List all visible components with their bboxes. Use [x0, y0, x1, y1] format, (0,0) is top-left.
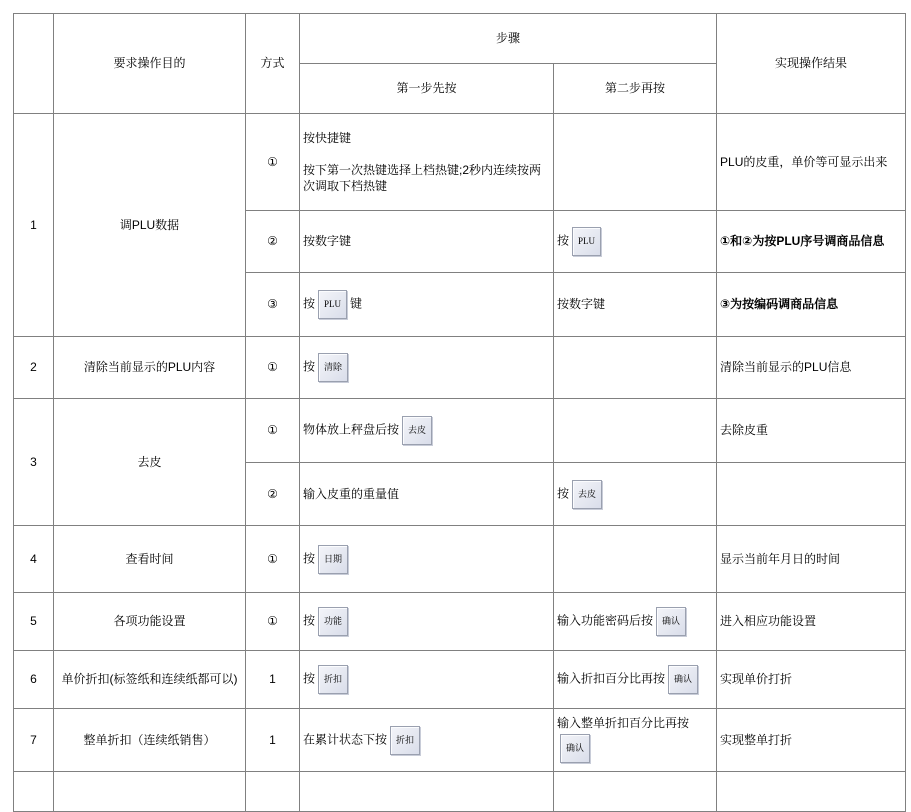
header-steps: 步骤: [300, 14, 717, 64]
purpose-cell: 单价折扣(标签纸和连续纸都可以): [54, 651, 246, 709]
method-cell: ③: [246, 273, 300, 337]
method-cell: ①: [246, 526, 300, 593]
confirm-key: 确认: [560, 734, 590, 763]
table-row-partial: [14, 772, 906, 812]
function-key: 功能: [318, 607, 348, 636]
purpose-cell: 整单折扣（连续纸销售）: [54, 709, 246, 772]
purpose-cell: 查看时间: [54, 526, 246, 593]
discount-key: 折扣: [318, 665, 348, 694]
step1-line1: 按快捷键: [303, 130, 352, 145]
step1-cell: 按 功能: [300, 593, 554, 651]
step1-cell: 按 折扣: [300, 651, 554, 709]
result-cell: 实现单价打折: [717, 651, 906, 709]
result-cell: ①和②为按PLU序号调商品信息: [717, 211, 906, 273]
table-row: [14, 651, 906, 709]
table-row: [14, 337, 906, 399]
step2-cell: 按 去皮: [554, 463, 717, 526]
table-row: [14, 709, 906, 772]
purpose-cell: 各项功能设置: [54, 593, 246, 651]
step1-line2: 按下第一次热键选择上档热键;2秒内连续按两次调取下档热键: [303, 162, 542, 194]
result-cell: [717, 463, 906, 526]
step2-cell: [554, 114, 717, 211]
row-number: 3: [14, 399, 54, 526]
result-cell: 进入相应功能设置: [717, 593, 906, 651]
step1-cell: 物体放上秤盘后按 去皮: [300, 399, 554, 463]
method-cell: 1: [246, 709, 300, 772]
step2-cell: 输入功能密码后按 确认: [554, 593, 717, 651]
plu-key: PLU: [572, 227, 601, 256]
confirm-key: 确认: [668, 665, 698, 694]
step1-cell: 按数字键: [300, 211, 554, 273]
step1-cell: 按 日期: [300, 526, 554, 593]
result-cell: PLU的皮重，单价等可显示出来: [717, 114, 906, 211]
step1-cell: 在累计状态下按 折扣: [300, 709, 554, 772]
purpose-cell: 去皮: [54, 399, 246, 526]
method-cell: ②: [246, 211, 300, 273]
plu-key: PLU: [318, 290, 347, 319]
method-cell: ①: [246, 114, 300, 211]
discount-key: 折扣: [390, 726, 420, 755]
step2-cell: [554, 399, 717, 463]
step2-cell: [554, 526, 717, 593]
step2-cell: 按 PLU: [554, 211, 717, 273]
row-number: 7: [14, 709, 54, 772]
table-row: [14, 399, 906, 463]
confirm-key: 确认: [656, 607, 686, 636]
step2-cell: 按数字键: [554, 273, 717, 337]
method-cell: ①: [246, 399, 300, 463]
row-number: 1: [14, 114, 54, 337]
step1-cell: 按 清除: [300, 337, 554, 399]
purpose-cell: 调PLU数据: [54, 114, 246, 337]
header-result: 实现操作结果: [717, 14, 906, 114]
table-row: [14, 114, 906, 211]
result-cell: 去除皮重: [717, 399, 906, 463]
method-cell: ①: [246, 593, 300, 651]
tare-key: 去皮: [572, 480, 602, 509]
table-row: [14, 526, 906, 593]
clear-key: 清除: [318, 353, 348, 382]
step1-cell: 输入皮重的重量值: [300, 463, 554, 526]
method-cell: ②: [246, 463, 300, 526]
purpose-cell: 清除当前显示的PLU内容: [54, 337, 246, 399]
method-cell: ①: [246, 337, 300, 399]
row-number: 4: [14, 526, 54, 593]
tare-key: 去皮: [402, 416, 432, 445]
header-index-cell: [14, 14, 54, 114]
step2-cell: 输入整单折扣百分比再按确认: [554, 709, 717, 772]
manual-sheet: [13, 13, 906, 812]
row-number: 5: [14, 593, 54, 651]
header-step1: 第一步先按: [300, 64, 554, 114]
result-cell: 清除当前显示的PLU信息: [717, 337, 906, 399]
header-step2: 第二步再按: [554, 64, 717, 114]
result-cell: 显示当前年月日的时间: [717, 526, 906, 593]
row-number: 2: [14, 337, 54, 399]
header-method: 方式: [246, 14, 300, 114]
row-number: 6: [14, 651, 54, 709]
operation-steps-table: [13, 13, 906, 812]
method-cell: 1: [246, 651, 300, 709]
date-key: 日期: [318, 545, 348, 574]
result-cell: 实现整单打折: [717, 709, 906, 772]
header-purpose: 要求操作目的: [54, 14, 246, 114]
step2-cell: 输入折扣百分比再按 确认: [554, 651, 717, 709]
step1-cell: 按 PLU 键: [300, 273, 554, 337]
table-row: [14, 593, 906, 651]
step1-cell: [300, 114, 554, 211]
result-cell: ③为按编码调商品信息: [717, 273, 906, 337]
step2-cell: [554, 337, 717, 399]
